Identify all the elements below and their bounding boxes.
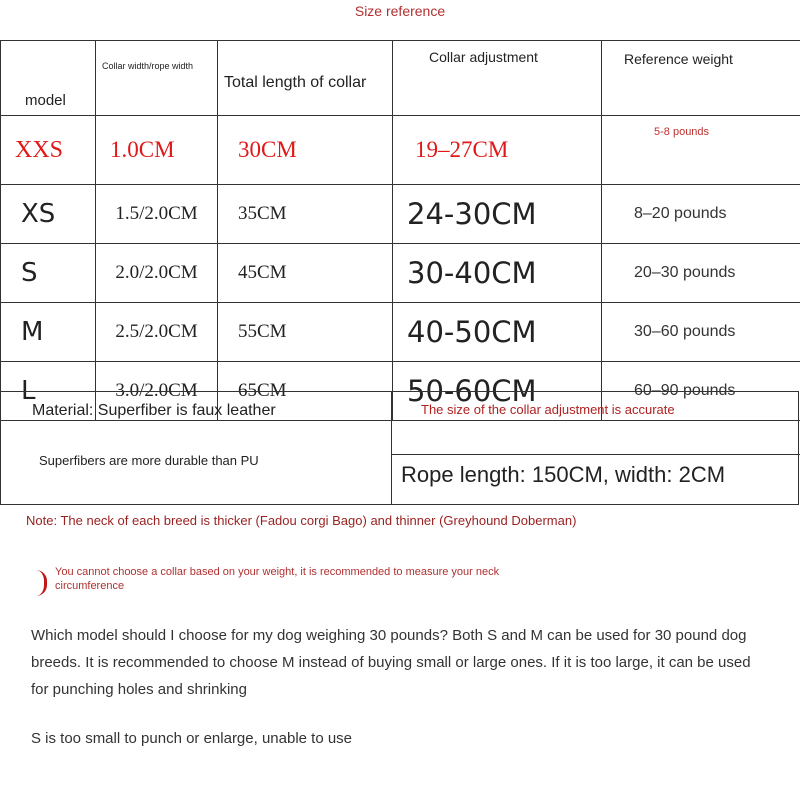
cell-adjustment: 40-50CM [393, 303, 602, 362]
cell-width: 2.5/2.0CM [96, 303, 218, 362]
table-row [1, 303, 800, 362]
header-model: model [1, 41, 96, 116]
page-title: Size reference [354, 3, 446, 19]
info-divider-horizontal [391, 454, 800, 455]
info-box [0, 391, 799, 505]
bracket-icon [36, 570, 47, 596]
cell-adjustment: 19–27CM [393, 116, 602, 185]
durability-text: Superfibers are more durable than PU [39, 453, 259, 468]
cell-model: M [1, 303, 96, 362]
cell-width: 3.0/2.0CM [96, 362, 218, 421]
cell-weight: 8–20 pounds [602, 185, 800, 244]
table-header-row [1, 41, 800, 116]
header-adjustment: Collar adjustment [393, 41, 602, 116]
cell-weight: 30–60 pounds [602, 303, 800, 362]
cell-model: XS [1, 185, 96, 244]
breed-note: Note: The neck of each breed is thicker (Fadou corgi Bago) and thinner (Greyhound Doberman) [26, 513, 577, 528]
cell-width: 1.5/2.0CM [96, 185, 218, 244]
advice-paragraph: Which model should I choose for my dog weighing 30 pounds? Both S and M can be used for 30 pound dog breeds. It is recommended to choose M instead of buying small or large ones. If it is too large, it can be used for punching holes and shrinking [31, 627, 751, 698]
material-text: Material: Superfiber is faux leather [32, 402, 276, 419]
cell-length: 35CM [218, 185, 393, 244]
table-row [1, 116, 800, 185]
cell-width: 2.0/2.0CM [96, 244, 218, 303]
advice-paragraph-2: S is too small to punch or enlarge, unable to use [31, 730, 353, 747]
table-row [1, 244, 800, 303]
adjustment-note: The size of the collar adjustment is accurate [421, 402, 675, 417]
cell-model: L [1, 362, 96, 421]
cell-adjustment: 30-40CM [393, 244, 602, 303]
cell-model: S [1, 244, 96, 303]
cell-length: 55CM [218, 303, 393, 362]
cell-weight: 20–30 pounds [602, 244, 800, 303]
cell-length: 45CM [218, 244, 393, 303]
info-divider-vertical [391, 391, 392, 505]
cell-length: 65CM [218, 362, 393, 421]
size-table [0, 40, 800, 421]
rope-spec: Rope length: 150CM, width: 2CM [401, 462, 726, 487]
measure-warning: You cannot choose a collar based on your weight, it is recommended to measure your neck circumference [55, 566, 500, 592]
cell-adjustment: 50-60CM [393, 362, 602, 421]
cell-width: 1.0CM [96, 116, 218, 185]
cell-weight: 60–90 pounds [602, 362, 800, 421]
table-row [1, 185, 800, 244]
cell-adjustment: 24-30CM [393, 185, 602, 244]
header-length: Total length of collar [218, 41, 393, 116]
cell-length: 30CM [218, 116, 393, 185]
header-weight: Reference weight [602, 41, 800, 116]
cell-model: XXS [1, 116, 96, 185]
cell-weight: 5-8 pounds [602, 116, 800, 185]
header-width: Collar width/rope width [96, 41, 218, 116]
